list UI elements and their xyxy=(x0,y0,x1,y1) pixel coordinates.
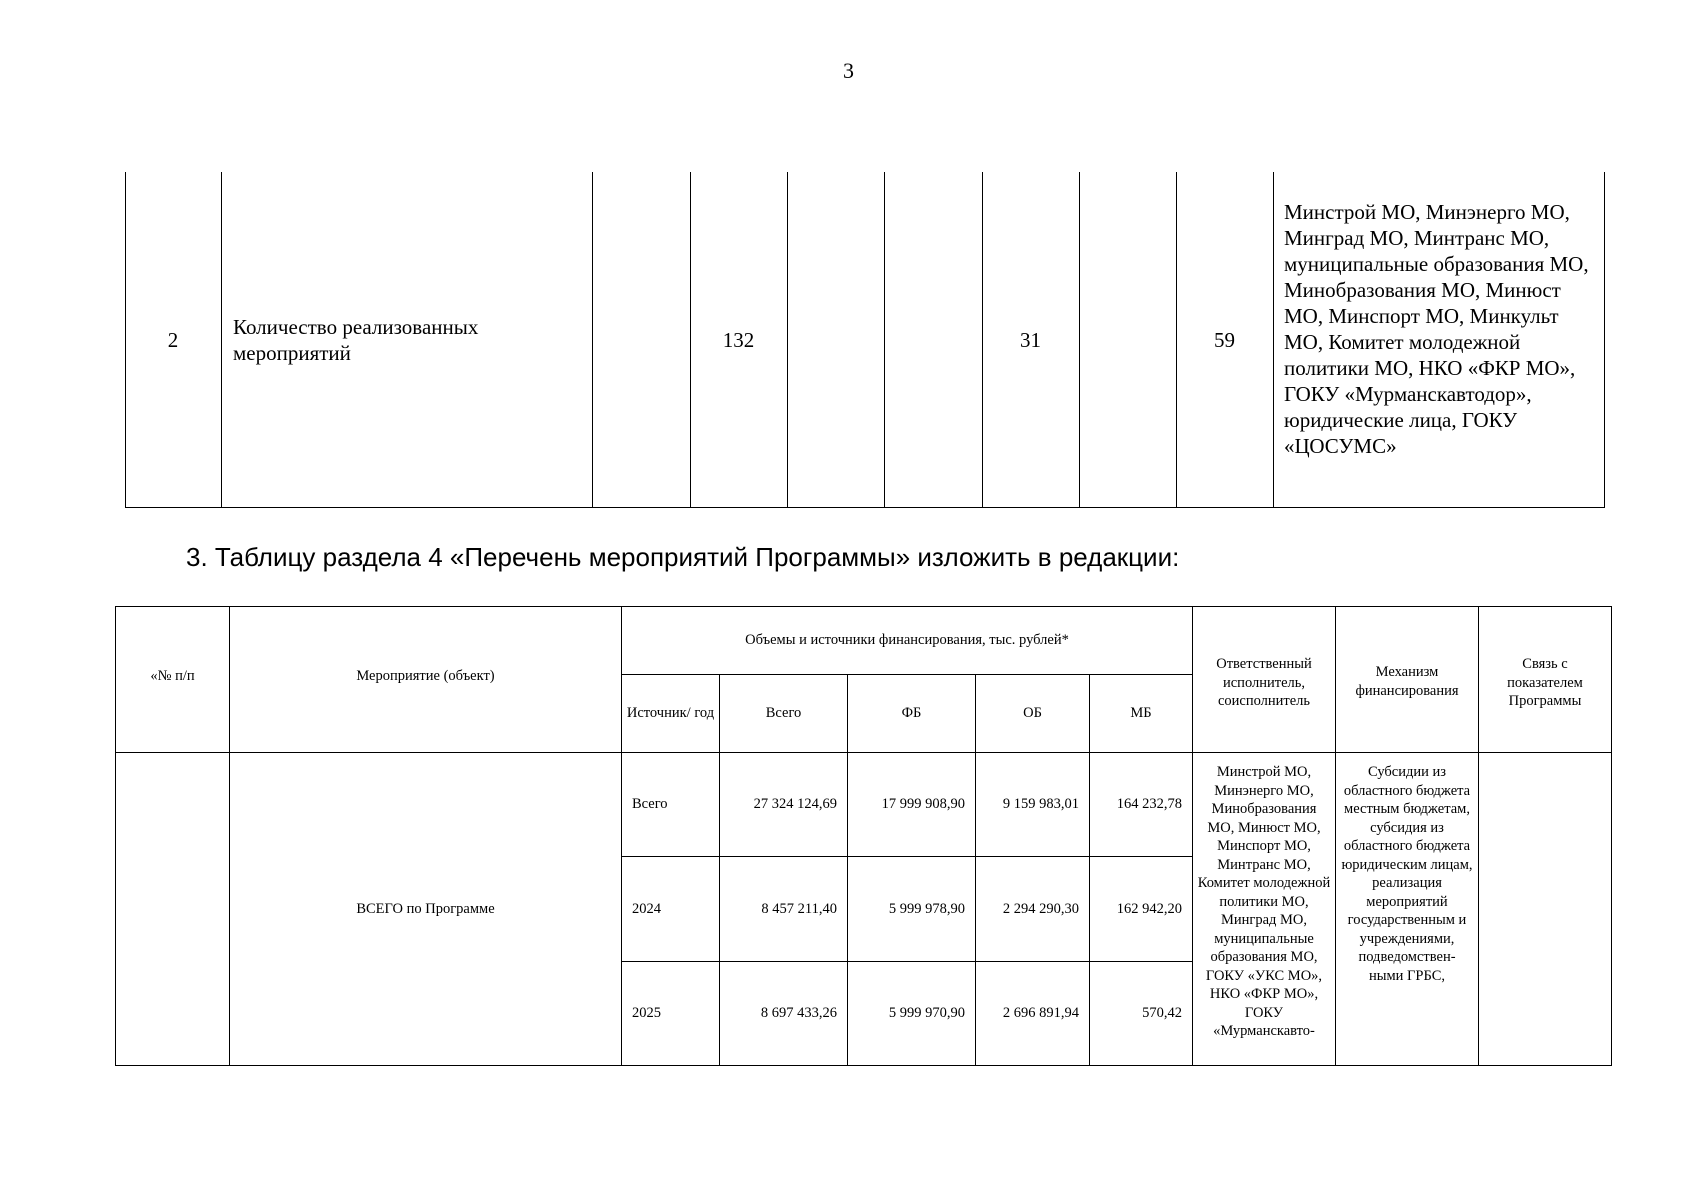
mb-cell: 162 942,20 xyxy=(1090,857,1193,961)
mb-cell: 164 232,78 xyxy=(1090,753,1193,857)
source-cell: Всего xyxy=(622,753,720,857)
table-border xyxy=(884,172,885,508)
section-heading: 3. Таблицу раздела 4 «Перечень мероприятий Программы» изложить в редакции: xyxy=(186,542,1180,572)
header-source-year: Источник/ год xyxy=(622,675,720,753)
header-mechanism: Механизм финансирования xyxy=(1336,607,1479,753)
row-number: 2 xyxy=(167,328,179,352)
header-responsible: Ответственный исполнитель, соисполнитель xyxy=(1193,607,1336,753)
ob-cell: 2 294 290,30 xyxy=(976,857,1090,961)
indicator-value: 132 xyxy=(722,328,755,352)
table-border xyxy=(221,172,222,508)
fb-cell: 5 999 970,90 xyxy=(848,961,976,1065)
header-fb: ФБ xyxy=(848,675,976,753)
indicator-value: 31 xyxy=(1020,328,1041,352)
responsible-text: Минстрой МО, Минэнерго МО, Минобразования МО, Минюст МО, Минспорт МО, Минтранс МО, Комитет молодежной политики МО, Минград МО, муниципальные образования МО, ГОКУ «УКС МО», НКО «ФКР МО», ГОКУ «Мурманскавто- xyxy=(1197,764,1331,1039)
fb-cell: 17 999 908,90 xyxy=(848,753,976,857)
header-ob: ОБ xyxy=(976,675,1090,753)
header-link: Связь с показателем Программы xyxy=(1479,607,1612,753)
indicator-value: 59 xyxy=(1214,328,1235,352)
source-cell: 2025 xyxy=(622,961,720,1065)
table-border xyxy=(1273,172,1274,508)
source-cell: 2024 xyxy=(622,857,720,961)
header-mb: МБ xyxy=(1090,675,1193,753)
table-border xyxy=(1604,172,1605,508)
link-cell xyxy=(1479,753,1612,1066)
activity-name: ВСЕГО по Программе xyxy=(230,753,622,1066)
num-cell xyxy=(116,753,230,1066)
total-cell: 27 324 124,69 xyxy=(720,753,848,857)
total-cell: 8 457 211,40 xyxy=(720,857,848,961)
table-border xyxy=(787,172,788,508)
indicator-name: Количество реализованных мероприятий xyxy=(233,315,479,365)
ob-cell: 2 696 891,94 xyxy=(976,961,1090,1065)
executors-list: Минстрой МО, Минэнерго МО, Минград МО, Минтранс МО, муниципальные образования МО, Минобразования МО, Минюст МО, Минспорт МО, Минкульт МО, Комитет молодежной политики МО, НКО «ФКР МО», ГОКУ «Мурманскавтодор», юридические лица, ГОКУ «ЦОСУМС» xyxy=(1284,200,1589,458)
table-border xyxy=(125,507,1605,508)
indicators-table-fragment xyxy=(125,172,1605,508)
header-total: Всего xyxy=(720,675,848,753)
fb-cell: 5 999 978,90 xyxy=(848,857,976,961)
responsible-cell xyxy=(1193,753,1336,1066)
mechanism-text: Субсидии из областного бюджета местным бюджетам, субсидия из областного бюджета юридическим лицам, реализация мероприятий государственным и учреждениями, подведомствен- ными ГРБС, xyxy=(1341,764,1473,984)
activities-table xyxy=(115,606,1612,1066)
ob-cell: 9 159 983,01 xyxy=(976,753,1090,857)
header-num: «№ п/п xyxy=(116,607,230,753)
page-number: 3 xyxy=(843,58,854,83)
table-border xyxy=(592,172,593,508)
total-cell: 8 697 433,26 xyxy=(720,961,848,1065)
mechanism-cell xyxy=(1336,753,1479,1066)
table-border xyxy=(1079,172,1080,508)
mb-cell: 570,42 xyxy=(1090,961,1193,1065)
header-financing: Объемы и источники финансирования, тыс. рублей* xyxy=(622,607,1193,675)
header-activity: Мероприятие (объект) xyxy=(230,607,622,753)
